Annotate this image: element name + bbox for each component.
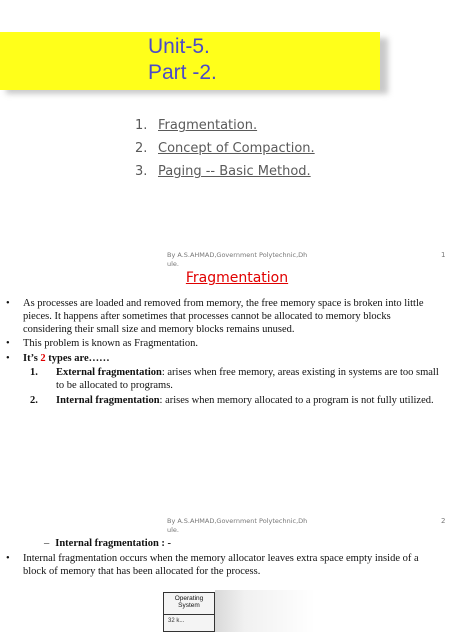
toc-item-paging[interactable] [135,164,315,187]
toc-item-compaction[interactable] [135,141,315,164]
toc-link[interactable]: Fragmentation. [158,118,258,133]
bullet-icon: • [6,298,10,309]
slide-footer: By A.S.AHMAD,Government Polytechnic,Dh ule. [167,251,308,268]
scanned-figure-background [215,590,315,632]
unit-title: Unit-5. [148,35,210,58]
bullet-icon: • [6,353,10,364]
fragmentation-heading: Fragmentation [185,270,289,286]
page-number: 2 [441,517,446,525]
internal-fragmentation-heading: – Internal fragmentation : - [44,538,172,549]
slide-footer: By A.S.AHMAD,Government Polytechnic,Dh ule. [167,517,308,534]
toc-number: 2. [135,141,148,156]
page-number: 1 [441,251,446,259]
bullet-icon: • [6,338,10,349]
toc-number: 3. [135,164,148,179]
term-internal: Internal fragmentation [56,395,160,406]
memory-diagram [163,592,215,632]
dash-icon: – [44,538,50,549]
operating-system-block: Operating System [174,595,204,609]
table-of-contents [135,118,315,187]
slide-1 [0,0,474,268]
part-title: Part -2. [148,61,217,84]
type-item-external: 1. External fragmentation: arises when free memory, areas existing in systems are too small to be allocated to programs. [30,367,439,391]
type-item-internal: 2. Internal fragmentation: arises when memory allocated to a program is not fully utilized. [30,395,434,406]
toc-link[interactable]: Concept of Compaction. [158,141,315,156]
toc-link[interactable]: Paging -- Basic Method. [158,164,311,179]
toc-number: 1. [135,118,148,133]
toc-item-fragmentation[interactable] [135,118,315,141]
bullet-icon: • [6,553,10,564]
term-external: External fragmentation [56,367,162,378]
memory-block-label: 32 k... [168,618,185,624]
block-divider [164,614,214,615]
